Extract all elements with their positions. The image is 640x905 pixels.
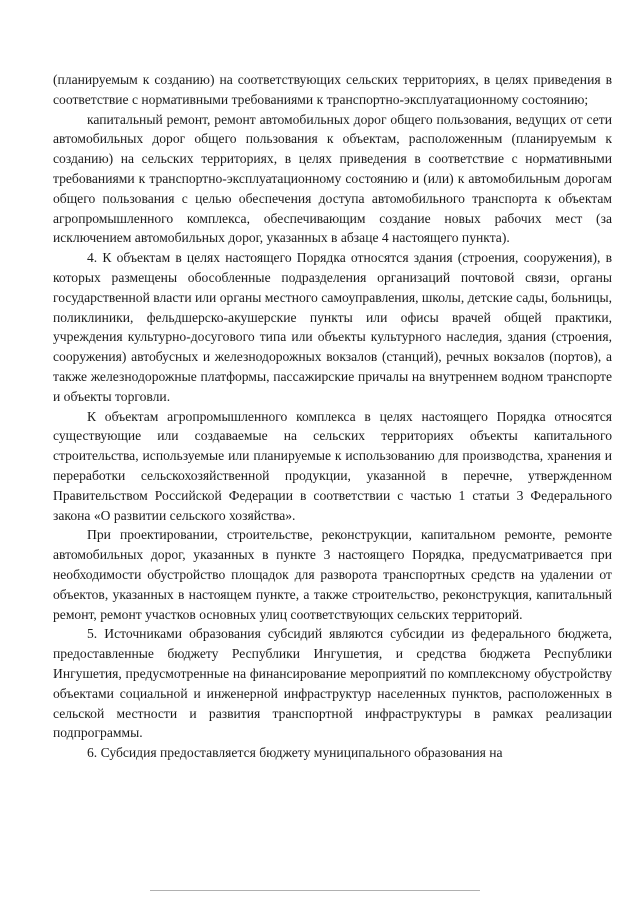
- paragraph-design-construction: При проектировании, строительстве, реконструкции, капитальном ремонте, ремонте автомобильных дорог, указанных в пункте 3 настоящего Порядка, предусматривается при необходимости обустройство площадок для разворота транспортных средств на удалении от объектов, указанных в настоящем пункте, а также строительство, реконструкция, капитальный ремонт, ремонт участков основных улиц соответствующих сельских территорий.: [53, 527, 612, 622]
- paragraph-road-condition-continuation: (планируемым к созданию) на соответствующих сельских территориях, в целях приведения в соответствие с нормативными требованиями к транспортно-эксплуатационному состоянию;: [53, 72, 612, 107]
- paragraph-item-4-objects: 4. К объектам в целях настоящего Порядка относятся здания (строения, сооружения), в которых размещены обособленные подразделения организаций почтовой связи, органы государственной власти или органы местного самоуправления, школы, детские сады, больницы, поликлиники, фельдшерско-акушерские пункты или офисы врачей общей практики, учреждения культурно-досугового типа или объекты культурного наследия, здания (строения, сооружения) автобусных и железнодорожных вокзалов (станций), речных вокзалов (портов), а также железнодорожные платформы, пассажирские причалы на внутреннем водном транспорте и объекты торговли.: [53, 250, 612, 404]
- paragraph-capital-repair: капитальный ремонт, ремонт автомобильных дорог общего пользования, ведущих от сети автомобильных дорог общего пользования к объектам, расположенным (планируемым к созданию) на сельских территориях, в целях приведения в соответствие с нормативными требованиями к транспортно-эксплуатационному состоянию и (или) к автомобильным дорогам общего пользования с целью обеспечения доступа автомобильного транспорта к объектам агропромышленного комплекса, обеспечивающим создание новых рабочих мест (за исключением автомобильных дорог, указанных в абзаце 4 настоящего пункта).: [53, 111, 612, 246]
- paragraph-agro-objects: К объектам агропромышленного комплекса в целях настоящего Порядка относятся существующие или создаваемые на сельских территориях объекты капитального строительства, используемые или планируемые к использованию для производства, хранения и переработки сельскохозяйственной продукции, указанной в перечне, утвержденном Правительством Российской Федерации в соответствии с частью 1 статьи 3 Федерального закона «О развитии сельского хозяйства».: [53, 408, 612, 523]
- paragraph-item-5-subsidy-sources: 5. Источниками образования субсидий являются субсидии из федерального бюджета, предоставленные бюджету Республики Ингушетия, и средства бюджета Республики Ингушетия, предусмотренные на финансирование мероприятий по комплексному обустройству объектами социальной и инженерной инфраструктур населенных пунктов, расположенных в сельской местности и развития транспортной инфраструктуры в рамках реализации подпрограммы.: [53, 626, 612, 741]
- footer-divider: [150, 890, 480, 891]
- paragraph-item-6-subsidy: 6. Субсидия предоставляется бюджету муниципального образования на: [87, 745, 503, 761]
